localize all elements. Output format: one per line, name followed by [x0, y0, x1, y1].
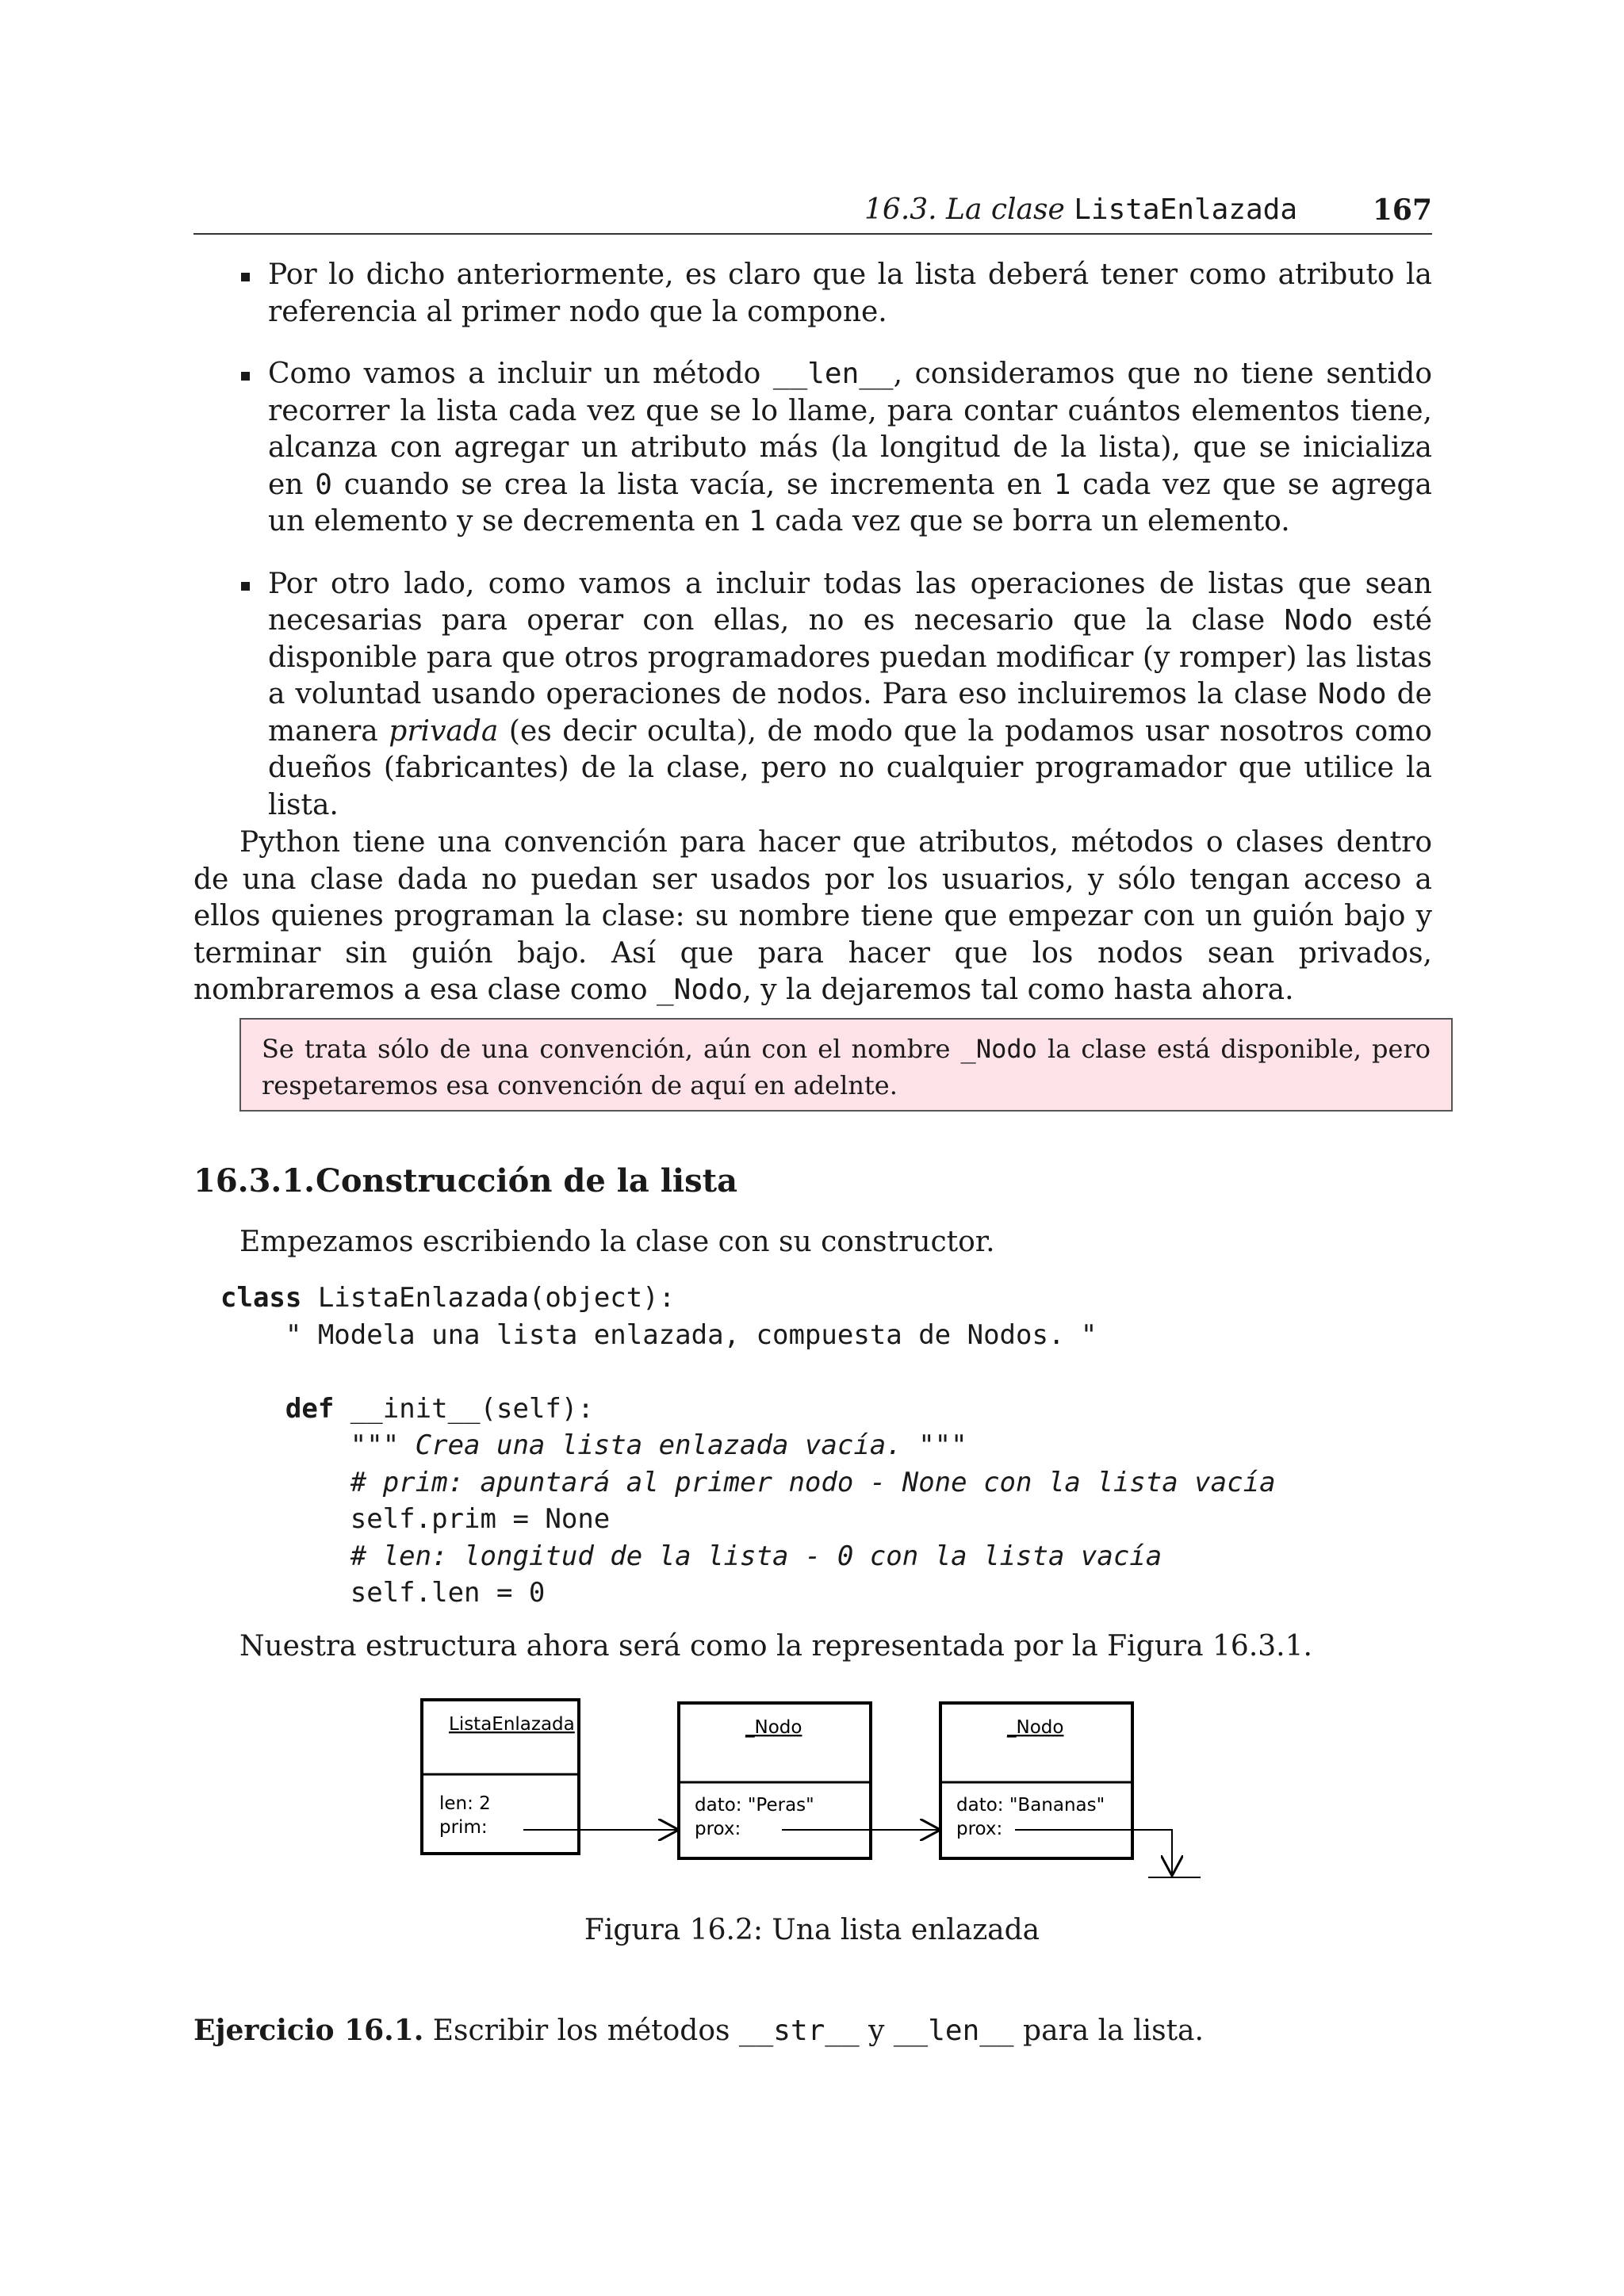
- bullet-icon: [241, 273, 250, 281]
- page-number: 167: [1372, 193, 1432, 227]
- after-code-text: Nuestra estructura ahora será como la representada por la Figura 16.3.1.: [239, 1630, 1312, 1663]
- figure-caption: Figura 16.2: Una lista enlazada: [584, 1914, 1040, 1946]
- running-header: [193, 193, 1432, 235]
- list-item: Por lo dicho anteriormente, es claro que la lista deberá tener como atributo la referencia al primer nodo que la compone.: [193, 257, 1432, 331]
- code-line: def __init__(self):: [285, 1392, 594, 1425]
- intro-text: Empezamos escribiendo la clase con su constructor.: [239, 1226, 995, 1258]
- code-line: " Modela una lista enlazada, compuesta de Nodos. ": [220, 1318, 1097, 1351]
- nodo-box-2: [940, 1703, 1132, 1858]
- box2-title: _Nodo: [745, 1717, 802, 1738]
- nodo-box-1: [679, 1703, 871, 1858]
- box3-title: _Nodo: [1007, 1717, 1064, 1738]
- code-line: """ Crea una lista enlazada vacía. """: [220, 1429, 967, 1461]
- note-box: Se trata sólo de una convención, aún con el nombre _Nodo la clase está disponible, pero respetaremos esa convención de aquí en adelnte.: [239, 1018, 1453, 1112]
- python-convention-paragraph: Python tiene una convención para hacer que atributos, métodos o clases dentro de una clase dada no puedan ser usados por los usuarios, y sólo tengan acceso a ellos quienes programan la clase: su nombre tiene que empezar con un guión bajo y terminar sin guión bajo. Así que para hacer que los nodos sean privados, nombraremos a esa clase como _Nodo, y la dejaremos tal como hasta ahora.: [193, 826, 1432, 1006]
- bullet-icon: [241, 582, 250, 591]
- code-line: # prim: apuntará al primer nodo - None con la lista vacía: [220, 1466, 1276, 1498]
- code-line: # len: longitud de la lista - 0 con la lista vacía: [220, 1540, 1162, 1572]
- box1-prim: prim:: [439, 1817, 488, 1838]
- box2-prox: prox:: [695, 1819, 741, 1839]
- bullet-list: [193, 257, 1432, 849]
- bullet-icon: [241, 372, 250, 381]
- box3-dato: dato: "Bananas": [956, 1795, 1105, 1816]
- box1-title: ListaEnlazada: [449, 1714, 575, 1735]
- code-line: self.len = 0: [220, 1577, 546, 1609]
- section-heading: [193, 1162, 737, 1200]
- list-item: Por otro lado, como vamos a incluir todas las operaciones de listas que sean necesarias para operar con ellas, no es necesario que la clase Nodo esté disponible para que otros programadores puedan modificar (y romper) las listas a voluntad usando operaciones de nodos. Para eso incluiremos la clase Nodo de manera privada (es decir oculta), de modo que la podamos usar nosotros como dueños (fabricantes) de la clase, pero no cualquier programador que utilice la lista.: [193, 566, 1432, 825]
- box3-prox: prox:: [956, 1819, 1003, 1839]
- code-block: [220, 1280, 1276, 1612]
- code-line: [220, 1353, 1276, 1391]
- box1-len: len: 2: [439, 1793, 491, 1814]
- section-number: 16.3.1.: [193, 1162, 316, 1200]
- linked-list-diagram: [412, 1689, 1221, 1895]
- box2-dato: dato: "Peras": [695, 1795, 814, 1816]
- running-header-title: 16.3. La clase ListaEnlazada: [864, 193, 1297, 226]
- code-line: self.prim = None: [220, 1503, 611, 1535]
- list-item: Como vamos a incluir un método __len__, consideramos que no tiene sentido recorrer la lista cada vez que se lo llame, para contar cuántos elementos tiene, alcanza con agregar un atributo más (la longitud de la lista), que se inicializa en 0 cuando se crea la lista vacía, se incrementa en 1 cada vez que se agrega un elemento y se decrementa en 1 cada vez que se borra un elemento.: [193, 356, 1432, 541]
- exercise-statement: Ejercicio 16.1. Escribir los métodos __str__ y __len__ para la lista.: [193, 2014, 1204, 2047]
- linked-list-figure: [412, 1689, 1221, 1895]
- section-title: Construcción de la lista: [316, 1162, 738, 1200]
- code-line: class ListaEnlazada(object):: [220, 1282, 676, 1314]
